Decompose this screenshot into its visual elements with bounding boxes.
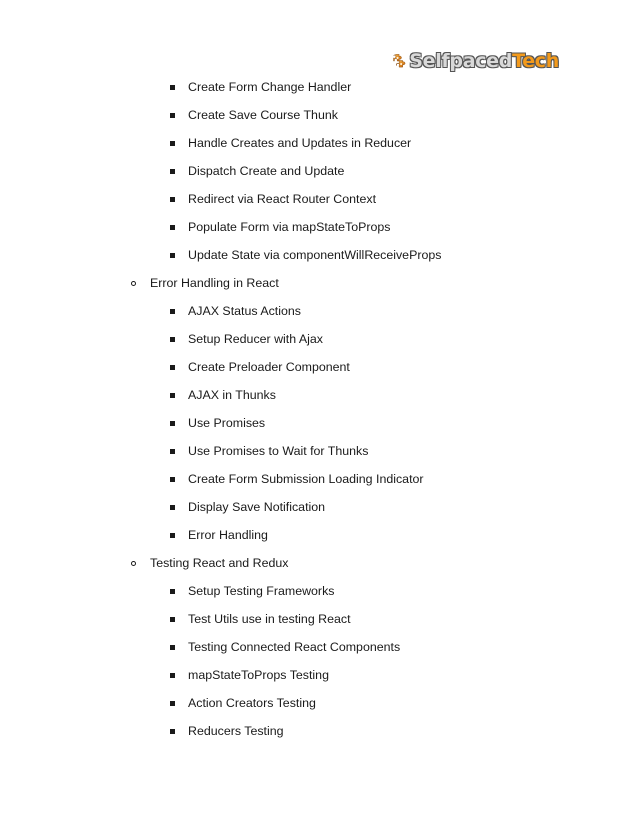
outline-item-text: Handle Creates and Updates in Reducer bbox=[188, 136, 412, 150]
square-bullet-icon bbox=[170, 645, 175, 650]
outline-item-text: Redirect via React Router Context bbox=[188, 192, 377, 206]
outline-item-text: Create Form Submission Loading Indicator bbox=[188, 472, 424, 486]
square-bullet-icon bbox=[170, 617, 175, 622]
logo-text-part1: Selfpaced bbox=[409, 50, 513, 72]
outline-item-text: Testing React and Redux bbox=[150, 556, 289, 570]
square-bullet-icon bbox=[170, 477, 175, 482]
square-bullet-icon bbox=[170, 225, 175, 230]
square-bullet-icon bbox=[170, 337, 175, 342]
outline-item-text: Action Creators Testing bbox=[188, 696, 316, 710]
square-bullet-icon bbox=[170, 393, 175, 398]
outline-item-text: Error Handling bbox=[188, 528, 268, 542]
square-bullet-icon bbox=[170, 197, 175, 202]
outline-item-text: AJAX in Thunks bbox=[188, 388, 276, 402]
gear-puzzle-icon bbox=[393, 46, 406, 76]
outline-item-text: Error Handling in React bbox=[150, 276, 279, 290]
outline-item-text: Update State via componentWillReceiveProps bbox=[188, 248, 442, 262]
square-bullet-icon bbox=[170, 169, 175, 174]
outline-item-text: Test Utils use in testing React bbox=[188, 612, 351, 626]
outline-item-text: Testing Connected React Components bbox=[188, 640, 401, 654]
square-bullet-icon bbox=[170, 141, 175, 146]
square-bullet-icon bbox=[170, 701, 175, 706]
square-bullet-icon bbox=[170, 309, 175, 314]
square-bullet-icon bbox=[170, 85, 175, 90]
outline-item-text: Reducers Testing bbox=[188, 724, 284, 738]
outline-item-text: Create Save Course Thunk bbox=[188, 108, 338, 122]
hollow-circle-bullet-icon bbox=[131, 281, 136, 286]
square-bullet-icon bbox=[170, 449, 175, 454]
outline-item-text: Use Promises to Wait for Thunks bbox=[188, 444, 369, 458]
outline-item-text: mapStateToProps Testing bbox=[188, 668, 329, 682]
outline-item-text: AJAX Status Actions bbox=[188, 304, 301, 318]
outline-item-text: Dispatch Create and Update bbox=[188, 164, 345, 178]
square-bullet-icon bbox=[170, 421, 175, 426]
brand-logo bbox=[393, 44, 559, 78]
outline-item-text: Setup Reducer with Ajax bbox=[188, 332, 323, 346]
outline-item-text: Populate Form via mapStateToProps bbox=[188, 220, 391, 234]
square-bullet-icon bbox=[170, 589, 175, 594]
outline-item-text: Setup Testing Frameworks bbox=[188, 584, 335, 598]
outline-item-text: Create Form Change Handler bbox=[188, 80, 352, 94]
outline-item-text: Use Promises bbox=[188, 416, 266, 430]
square-bullet-icon bbox=[170, 365, 175, 370]
outline-item-text: Display Save Notification bbox=[188, 500, 326, 514]
square-bullet-icon bbox=[170, 729, 175, 734]
hollow-circle-bullet-icon bbox=[131, 561, 136, 566]
square-bullet-icon bbox=[170, 505, 175, 510]
outline-item-text: Create Preloader Component bbox=[188, 360, 350, 374]
square-bullet-icon bbox=[170, 533, 175, 538]
logo-wordmark bbox=[409, 50, 559, 72]
square-bullet-icon bbox=[170, 113, 175, 118]
square-bullet-icon bbox=[170, 253, 175, 258]
logo-text-part2: Tech bbox=[512, 50, 559, 72]
square-bullet-icon bbox=[170, 673, 175, 678]
